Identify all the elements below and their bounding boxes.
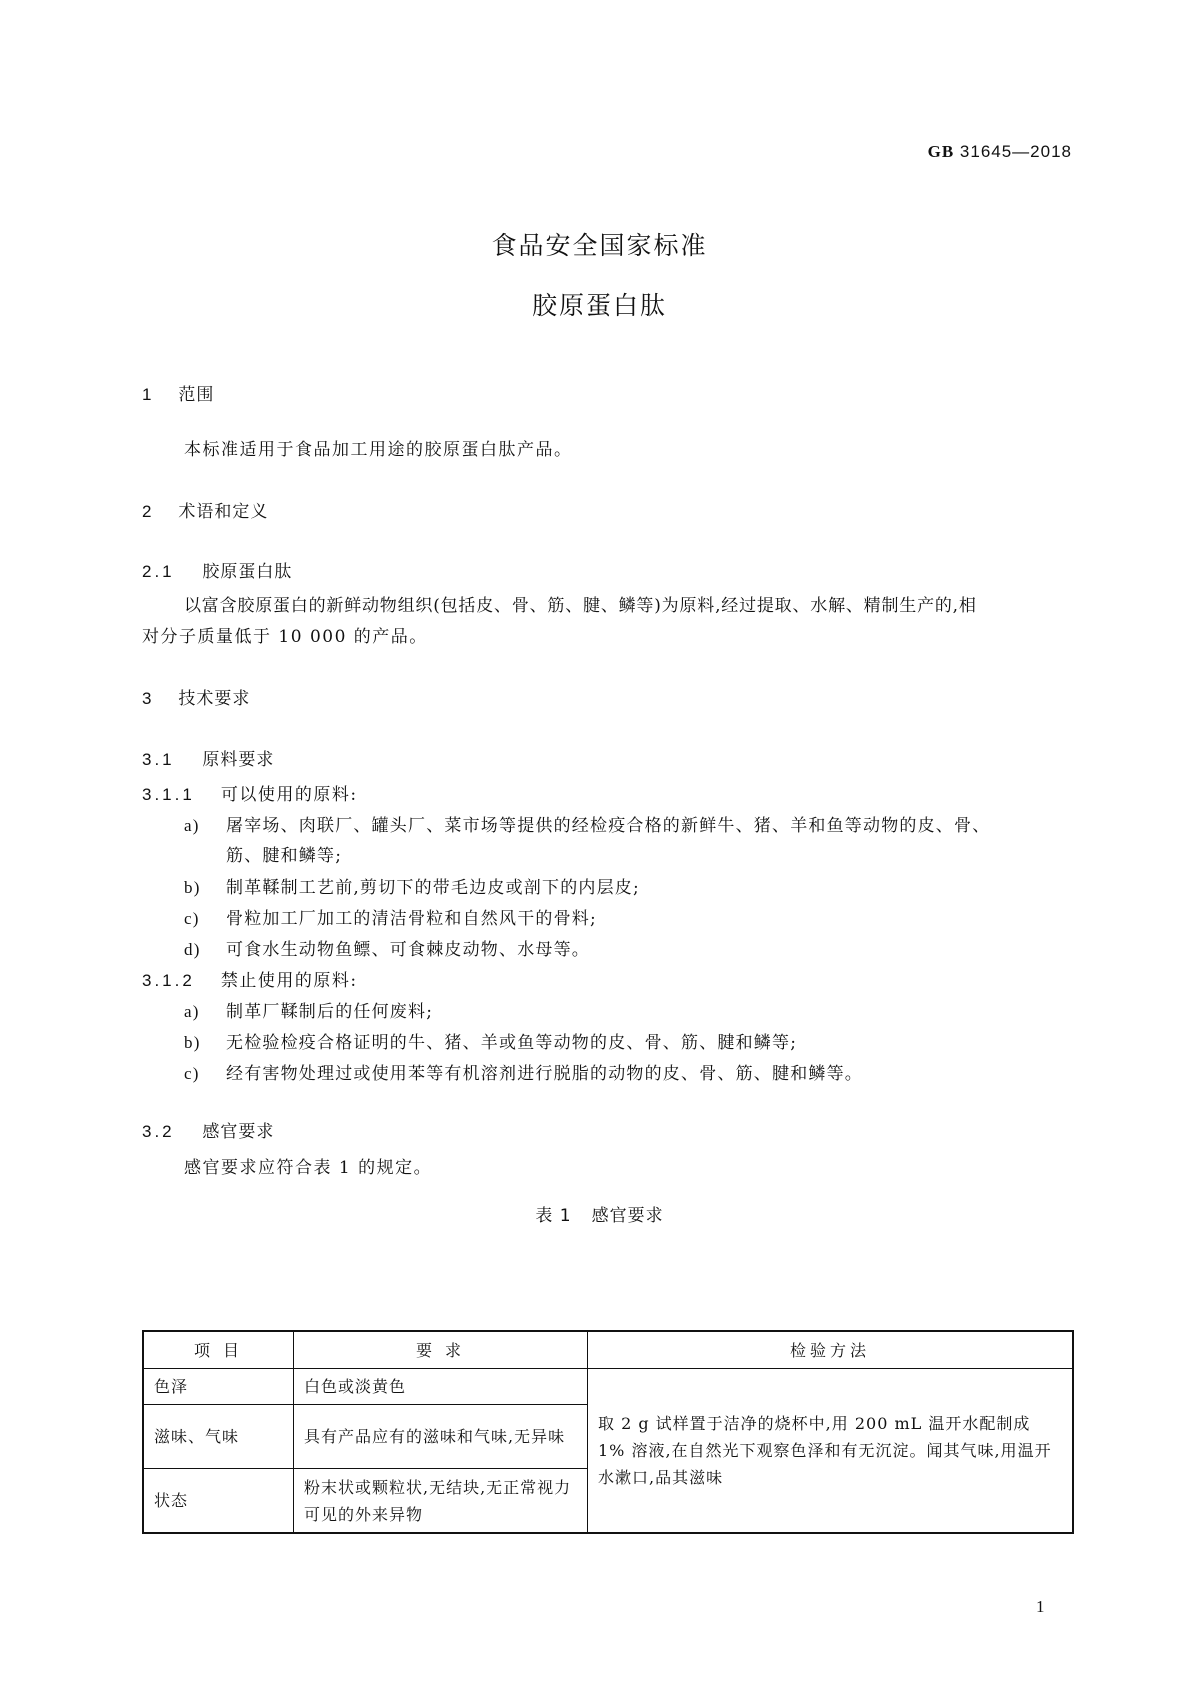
page-number: 1 [1036,1597,1045,1616]
header-item: 项 目 [143,1331,294,1369]
section-title: 范围 [178,385,215,405]
cell-method: 取 2 g 试样置于洁净的烧杯中,用 200 mL 温开水配制成 1% 溶液,在自然光下观察色泽和有无沉淀。闻其气味,用温开水漱口,品其滋味 [588,1369,1074,1534]
section-1-text: 本标准适用于食品加工用途的胶原蛋白肽产品。 [184,440,573,460]
list-item [184,934,590,966]
section-title: 胶原蛋白肽 [202,562,293,582]
table-title: 感官要求 [591,1206,664,1226]
list-item [184,810,990,842]
section-title: 技术要求 [178,689,251,709]
cell-item: 状态 [143,1469,294,1534]
header-method: 检验方法 [588,1331,1074,1369]
section-title: 术语和定义 [178,502,269,522]
list-item-text: 制革鞣制工艺前,剪切下的带毛边皮或剖下的内层皮; [226,878,640,898]
sensory-requirements-table [142,1330,1074,1534]
cell-requirement: 具有产品应有的滋味和气味,无异味 [294,1405,588,1469]
table-number: 表 1 [535,1206,572,1226]
list-item [184,872,640,904]
clause-number: 3.1.1 [142,785,195,804]
standard-number: 31645—2018 [959,142,1072,161]
table-row [143,1369,1073,1405]
cell-requirement: 粉末状或颗粒状,无结块,无正常视力可见的外来异物 [294,1469,588,1534]
cell-requirement: 白色或淡黄色 [294,1369,588,1405]
section-number: 2.1 [142,562,175,581]
table-header-row [143,1331,1073,1369]
list-item-continuation: 筋、腱和鳞等; [226,846,343,866]
cell-item: 滋味、气味 [143,1405,294,1469]
list-marker: a) [184,1002,200,1021]
clause-3-1-1 [142,779,358,811]
definition-line-1: 以富含胶原蛋白的新鲜动物组织(包括皮、骨、筋、腱、鳞等)为原料,经过提取、水解、精制生产的,相 [184,596,977,616]
list-marker: b) [184,878,201,897]
section-title: 感官要求 [202,1122,275,1142]
list-item-text: 无检验检疫合格证明的牛、猪、羊或鱼等动物的皮、骨、筋、腱和鳞等; [226,1033,798,1053]
list-marker: b) [184,1033,201,1052]
list-item [184,1058,863,1090]
list-item-text: 制革厂鞣制后的任何废料; [226,1002,434,1022]
section-number: 3.2 [142,1122,175,1141]
document-subtitle: 胶原蛋白肽 [531,291,667,320]
list-marker: d) [184,940,201,959]
section-3-heading [142,684,250,709]
section-title: 原料要求 [202,750,275,770]
list-marker: a) [184,816,200,835]
header-requirement: 要 求 [294,1331,588,1369]
list-item-text: 骨粒加工厂加工的清洁骨粒和自然风干的骨料; [226,909,597,929]
section-3-1-heading [142,745,274,770]
section-number: 3 [142,689,153,708]
list-marker: c) [184,909,200,928]
cell-item: 色泽 [143,1369,294,1405]
section-3-2-text: 感官要求应符合表 1 的规定。 [184,1158,433,1178]
table-caption [0,1201,1199,1226]
list-marker: c) [184,1064,200,1083]
section-number: 1 [142,385,153,404]
list-item [184,996,433,1028]
section-2-heading [142,497,268,522]
clause-title: 可以使用的原料: [220,785,358,805]
clause-3-1-2 [142,965,358,997]
list-item [184,903,597,935]
definition-line-2: 对分子质量低于 10 000 的产品。 [142,627,428,647]
standard-prefix: GB [927,142,955,161]
document-title: 食品安全国家标准 [491,231,708,260]
section-1-heading [142,380,214,405]
standard-code [0,142,1072,162]
list-item [184,1027,797,1059]
section-2-1-heading [142,557,292,582]
section-number: 3.1 [142,750,175,769]
clause-number: 3.1.2 [142,971,195,990]
section-3-2-heading [142,1117,274,1142]
list-item-text: 经有害物处理过或使用苯等有机溶剂进行脱脂的动物的皮、骨、筋、腱和鳞等。 [226,1064,863,1084]
list-item-text: 可食水生动物鱼鳔、可食棘皮动物、水母等。 [226,940,590,960]
section-number: 2 [142,502,153,521]
clause-title: 禁止使用的原料: [220,971,358,991]
list-item-text: 屠宰场、肉联厂、罐头厂、菜市场等提供的经检疫合格的新鲜牛、猪、羊和鱼等动物的皮、骨、 [226,816,991,836]
